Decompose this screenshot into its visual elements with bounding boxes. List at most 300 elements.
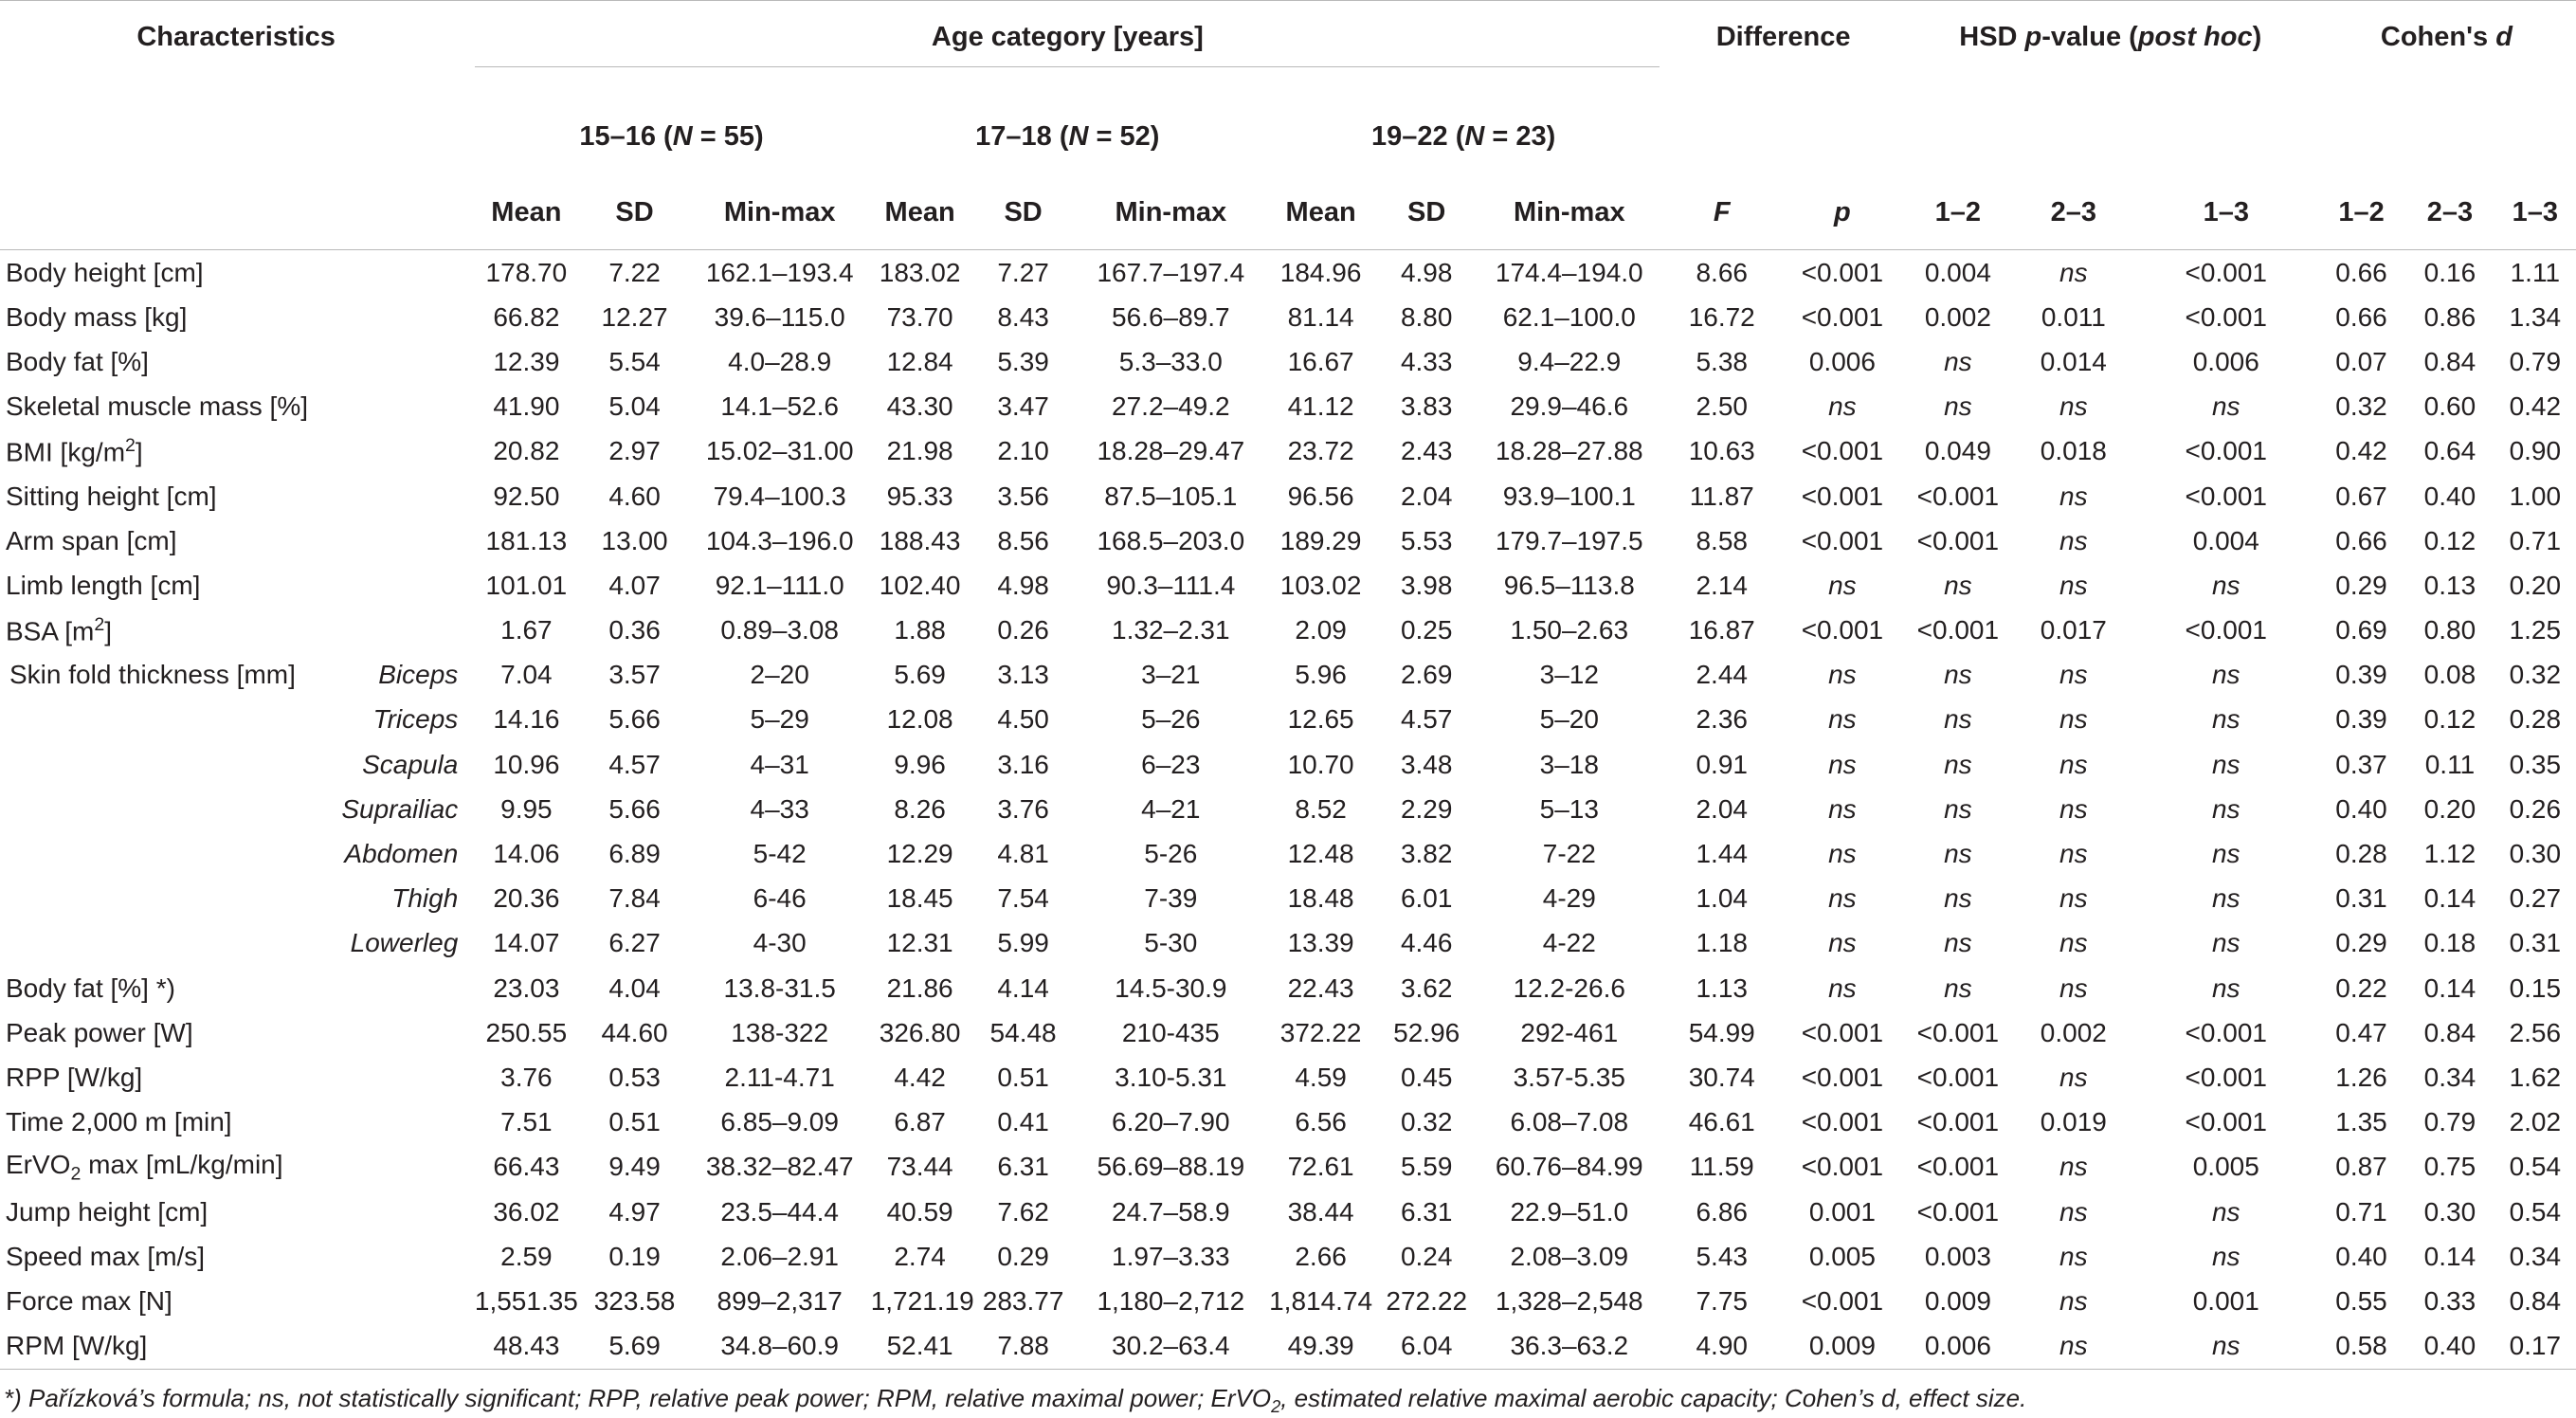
- table-cell: 21.86: [886, 973, 953, 1003]
- table-cell: 0.006: [2192, 346, 2259, 376]
- table-cell: 24.7–58.9: [1112, 1196, 1230, 1227]
- table-cell: 92.50: [493, 481, 560, 511]
- table-cell: 34.8–60.9: [689, 1324, 871, 1370]
- table-cell: 60.76–84.99: [1495, 1152, 1643, 1182]
- header-f: F: [1662, 175, 1781, 250]
- table-cell: ns: [2059, 481, 2088, 511]
- table-cell: ns: [2059, 1152, 2088, 1182]
- table-cell: 15.02–31.00: [705, 436, 854, 466]
- table-cell: 8.26: [894, 793, 946, 824]
- table-cell: 1.35: [2335, 1107, 2387, 1137]
- table-cell: 8.56: [997, 525, 1049, 555]
- table-cell: 14.07: [493, 928, 560, 958]
- table-cell: 54.99: [1688, 1017, 1755, 1047]
- table-cell: 0.12: [2423, 525, 2476, 555]
- table-cell: 5.04: [608, 391, 661, 422]
- row-label-sub: Biceps: [378, 660, 459, 690]
- table-cell: ns: [2211, 749, 2240, 779]
- table-cell: 0.79: [2509, 346, 2562, 376]
- table-cell: 7.75: [1696, 1285, 1748, 1316]
- table-cell: 79.4–100.3: [713, 481, 846, 511]
- table-cell: 0.27: [2509, 883, 2562, 914]
- table-cell: ns: [2059, 704, 2088, 735]
- table-cell: 283.77: [982, 1285, 1064, 1316]
- table-cell: 0.40: [2423, 481, 2476, 511]
- table-cell: 3.98: [1400, 570, 1453, 600]
- table-cell: 1.00: [2509, 481, 2562, 511]
- table-cell: 0.66: [2335, 301, 2387, 332]
- table-cell: ns: [2059, 1285, 2088, 1316]
- table-cell: 12.65: [1287, 704, 1354, 735]
- table-cell: 18.28–29.47: [1097, 436, 1245, 466]
- table-cell: 5–26: [1141, 704, 1201, 735]
- table-cell: 49.39: [1264, 1324, 1377, 1370]
- table-cell: 0.018: [2040, 436, 2107, 466]
- table-cell: 0.71: [2335, 1196, 2387, 1227]
- header-group-1: 15–16 (N = 55): [579, 120, 764, 152]
- table-cell: 3.13: [997, 660, 1049, 690]
- row-label: [0, 921, 472, 966]
- table-cell: <0.001: [2185, 436, 2267, 466]
- table-row: [0, 250, 2576, 296]
- table-cell: 168.5–203.0: [1097, 525, 1245, 555]
- table-cell: 3.57-5.35: [1513, 1062, 1625, 1092]
- table-row: [0, 339, 2576, 384]
- table-cell: 0.66: [2335, 257, 2387, 287]
- table-cell: 12.31: [886, 928, 953, 958]
- table-cell: 5.69: [580, 1324, 688, 1370]
- footnote: *) Pařízková’s formula; ns, not statistically significant; RPP, relative peak power; RPM, relative maximal power; ErVO$_2$, estimated relative maximal aerobic capacity; Cohen’s d, effect size.: [4, 1384, 2027, 1417]
- table-cell: 0.003: [1924, 1241, 1991, 1271]
- row-label: [0, 742, 472, 787]
- table-cell: 0.002: [2040, 1017, 2107, 1047]
- table-cell: 0.33: [2423, 1285, 2476, 1316]
- row-label: [0, 831, 472, 876]
- table-cell: ns: [2059, 660, 2088, 690]
- table-cell: 1.34: [2509, 301, 2562, 332]
- table-cell: 0.47: [2335, 1017, 2387, 1047]
- table-cell: ns: [1944, 660, 1972, 690]
- table-cell: 210-435: [1121, 1017, 1220, 1047]
- table-cell: 16.87: [1688, 615, 1755, 645]
- table-cell: 2.04: [1696, 793, 1748, 824]
- table-cell: ns: [2059, 793, 2088, 824]
- table-cell: 48.43: [472, 1324, 580, 1370]
- header-sd-2: SD: [970, 175, 1078, 250]
- table-cell: 14.16: [493, 704, 560, 735]
- table-cell: 0.40: [2335, 793, 2387, 824]
- table-cell: 8.58: [1696, 525, 1748, 555]
- table-cell: 4-30: [753, 928, 807, 958]
- row-label: Sitting height [cm]: [6, 481, 217, 511]
- table-cell: 0.53: [608, 1062, 661, 1092]
- table-cell: 0.049: [1924, 436, 1991, 466]
- table-cell: 2.02: [2509, 1107, 2562, 1137]
- table-cell: 8.43: [997, 301, 1049, 332]
- table-cell: 6.08–7.08: [1510, 1107, 1629, 1137]
- header-group-3: 19–22 (N = 23): [1371, 120, 1556, 152]
- table-body: [0, 250, 2576, 1370]
- table-cell: ns: [2211, 1196, 2240, 1227]
- table-cell: 14.1–52.6: [720, 391, 839, 422]
- table-cell: ns: [2211, 928, 2240, 958]
- table-cell: ns: [2211, 883, 2240, 914]
- row-label-sub: Scapula: [362, 749, 459, 779]
- row-label-main: Skin fold thickness [mm]: [9, 660, 296, 690]
- row-label: BSA $[m^2]$: [6, 613, 113, 646]
- table-cell: ns: [1944, 704, 1972, 735]
- table-cell: 1.13: [1696, 973, 1748, 1003]
- table-cell: 0.13: [2423, 570, 2476, 600]
- table-cell: 2.74: [894, 1241, 946, 1271]
- table-cell: ns: [2012, 1324, 2135, 1370]
- table-cell: 0.28: [2509, 704, 2562, 735]
- table-cell: 1,551.35: [474, 1285, 578, 1316]
- table-cell: 5–29: [750, 704, 809, 735]
- table-cell: 250.55: [485, 1017, 568, 1047]
- table-cell: 6.31: [1400, 1196, 1453, 1227]
- row-label: Limb length [cm]: [6, 570, 201, 600]
- table-cell: 3.76: [997, 793, 1049, 824]
- table-cell: 1.25: [2509, 615, 2562, 645]
- row-label-sub: Thigh: [391, 883, 459, 914]
- table-row: [0, 295, 2576, 339]
- table-cell: 6.85–9.09: [720, 1107, 839, 1137]
- table-cell: 3.16: [997, 749, 1049, 779]
- table-cell: 0.28: [2335, 839, 2387, 869]
- table-cell: ns: [2059, 1062, 2088, 1092]
- table-cell: 36.02: [493, 1196, 560, 1227]
- table-cell: ns: [2211, 839, 2240, 869]
- table-cell: 0.40: [2335, 1241, 2387, 1271]
- table-cell: 10.70: [1287, 749, 1354, 779]
- table-cell: 272.22: [1386, 1285, 1468, 1316]
- table-cell: 5.43: [1696, 1241, 1748, 1271]
- table-cell: 0.58: [2317, 1324, 2405, 1370]
- table-cell: 0.54: [2509, 1196, 2562, 1227]
- table-cell: 22.9–51.0: [1510, 1196, 1629, 1227]
- table-cell: 14.5-30.9: [1115, 973, 1227, 1003]
- table-cell: ns: [2211, 1241, 2240, 1271]
- table-cell: 2.10: [997, 436, 1049, 466]
- table-cell: <0.001: [1916, 1196, 2000, 1227]
- table-cell: 93.9–100.1: [1502, 481, 1636, 511]
- header-hsd-13: 1–3: [2135, 175, 2317, 250]
- table-cell: 6-46: [753, 883, 807, 914]
- table-cell: <0.001: [2185, 1017, 2267, 1047]
- table-row: [0, 1234, 2576, 1279]
- table-cell: 46.61: [1688, 1107, 1755, 1137]
- table-cell: 0.34: [2423, 1062, 2476, 1092]
- table-cell: 0.90: [2509, 436, 2562, 466]
- table-cell: 5.96: [1295, 660, 1347, 690]
- table-cell: 4.04: [608, 973, 661, 1003]
- table-cell: 54.48: [989, 1017, 1057, 1047]
- table-cell: 7.84: [608, 883, 661, 914]
- table-cell: 5.53: [1400, 525, 1453, 555]
- table-cell: 3.83: [1400, 391, 1453, 422]
- table-cell: 39.6–115.0: [714, 301, 845, 332]
- table-cell: 0.60: [2423, 391, 2476, 422]
- table-cell: 18.45: [886, 883, 953, 914]
- table-cell: 7.04: [500, 660, 553, 690]
- table-cell: 21.98: [886, 436, 953, 466]
- row-label-sub: Abdomen: [344, 839, 459, 869]
- table-cell: 103.02: [1279, 570, 1362, 600]
- table-cell: 0.12: [2423, 704, 2476, 735]
- group-divider: [475, 66, 1660, 67]
- table-cell: 12.27: [601, 301, 668, 332]
- header-characteristics: Characteristics: [0, 1, 472, 176]
- table-cell: <0.001: [1916, 481, 2000, 511]
- table-row: [0, 877, 2576, 921]
- table-cell: 0.37: [2335, 749, 2387, 779]
- table-cell: 4.0–28.9: [728, 346, 832, 376]
- table-cell: 9.49: [608, 1152, 661, 1182]
- table-cell: 0.39: [2335, 660, 2387, 690]
- table-row: [0, 385, 2576, 429]
- table-cell: 4.98: [997, 570, 1049, 600]
- table-cell: 9.95: [500, 793, 553, 824]
- table-cell: ns: [1944, 883, 1972, 914]
- table-cell: 87.5–105.1: [1104, 481, 1238, 511]
- table-cell: 6.87: [894, 1107, 946, 1137]
- table-cell: ns: [1828, 883, 1857, 914]
- table-cell: 0.24: [1400, 1241, 1453, 1271]
- row-label: Jump height [cm]: [6, 1196, 209, 1227]
- table-cell: 0.004: [1924, 257, 1991, 287]
- row-label: [0, 877, 472, 921]
- table-cell: 4.98: [1400, 257, 1453, 287]
- table-cell: 0.29: [997, 1241, 1049, 1271]
- table-cell: 0.87: [2335, 1152, 2387, 1182]
- table-cell: ns: [1944, 928, 1972, 958]
- table-cell: 73.70: [886, 301, 953, 332]
- table-cell: 27.2–49.2: [1112, 391, 1230, 422]
- table-cell: 0.006: [1904, 1324, 2012, 1370]
- table-cell: 181.13: [485, 525, 568, 555]
- table-cell: 0.15: [2509, 973, 2562, 1003]
- table-cell: ns: [1828, 749, 1857, 779]
- table-cell: ns: [1828, 391, 1857, 422]
- table-cell: 6.31: [997, 1152, 1049, 1182]
- row-label: Skeletal muscle mass [%]: [6, 391, 308, 422]
- table-cell: 3.62: [1400, 973, 1453, 1003]
- table-cell: 3.10-5.31: [1115, 1062, 1227, 1092]
- table-cell: 184.96: [1279, 257, 1362, 287]
- row-label: Body fat [%] *): [6, 973, 175, 1003]
- table-cell: 5-30: [1144, 928, 1198, 958]
- table-cell: 72.61: [1287, 1152, 1354, 1182]
- table-cell: 22.43: [1287, 973, 1354, 1003]
- table-cell: <0.001: [1916, 1017, 2000, 1047]
- table-cell: 323.58: [593, 1285, 676, 1316]
- table-cell: 52.96: [1393, 1017, 1460, 1047]
- table-cell: 6.56: [1295, 1107, 1347, 1137]
- table-cell: 183.02: [879, 257, 961, 287]
- table-cell: 4.60: [608, 481, 661, 511]
- table-cell: 5-26: [1144, 839, 1198, 869]
- table-cell: 372.22: [1279, 1017, 1362, 1047]
- table-cell: 1,721.19: [870, 1285, 974, 1316]
- table-cell: 1.62: [2509, 1062, 2562, 1092]
- table-cell: 174.4–194.0: [1495, 257, 1643, 287]
- row-label: Peak power [W]: [6, 1017, 193, 1047]
- table-cell: 9.96: [894, 749, 946, 779]
- table-cell: 0.07: [2335, 346, 2387, 376]
- table-cell: 3.82: [1400, 839, 1453, 869]
- table-cell: 0.019: [2040, 1107, 2107, 1137]
- header-difference: Difference: [1662, 1, 1903, 99]
- table-cell: 0.11: [2424, 749, 2476, 779]
- table-cell: <0.001: [1801, 1107, 1884, 1137]
- table-cell: 7.88: [970, 1324, 1078, 1370]
- table-cell: 2.29: [1400, 793, 1453, 824]
- table-cell: 0.45: [1400, 1062, 1453, 1092]
- table-cell: 0.32: [2335, 391, 2387, 422]
- header-sd-3: SD: [1377, 175, 1476, 250]
- table-cell: 0.20: [2423, 793, 2476, 824]
- table-cell: 0.67: [2335, 481, 2387, 511]
- table-cell: 2.56: [2509, 1017, 2562, 1047]
- table-cell: ns: [2059, 883, 2088, 914]
- table-cell: 62.1–100.0: [1502, 301, 1636, 332]
- table-cell: 2.36: [1696, 704, 1748, 735]
- table-cell: 3.56: [997, 481, 1049, 511]
- table-cell: 1.44: [1696, 839, 1748, 869]
- table-cell: <0.001: [1801, 525, 1884, 555]
- row-label: Force max [N]: [6, 1285, 172, 1316]
- table-cell: 4.50: [997, 704, 1049, 735]
- table-cell: 0.64: [2423, 436, 2476, 466]
- table-cell: 4.42: [894, 1062, 946, 1092]
- table-cell: 899–2,317: [717, 1285, 843, 1316]
- table-cell: <0.001: [2185, 1107, 2267, 1137]
- table-cell: 4.57: [608, 749, 661, 779]
- table-cell: 0.20: [2509, 570, 2562, 600]
- row-label: Arm span [cm]: [6, 525, 177, 555]
- table-cell: 5.69: [894, 660, 946, 690]
- table-cell: 2.04: [1400, 481, 1453, 511]
- table-cell: 1.97–3.33: [1112, 1241, 1230, 1271]
- row-label: [0, 787, 472, 831]
- table-cell: 5.59: [1400, 1152, 1453, 1182]
- table-cell: 7.22: [608, 257, 661, 287]
- table-cell: 0.006: [1808, 346, 1876, 376]
- table-cell: <0.001: [2185, 257, 2267, 287]
- table-row: [0, 742, 2576, 787]
- table-cell: 56.6–89.7: [1112, 301, 1230, 332]
- table-cell: 0.16: [2423, 257, 2476, 287]
- table-cell: ns: [2059, 973, 2088, 1003]
- table-cell: 8.52: [1295, 793, 1347, 824]
- table-cell: ns: [2211, 660, 2240, 690]
- table-cell: 2.43: [1400, 436, 1453, 466]
- table-cell: 0.32: [1400, 1107, 1453, 1137]
- table-cell: ns: [2059, 839, 2088, 869]
- table-cell: 4.46: [1400, 928, 1453, 958]
- table-cell: 0.22: [2335, 973, 2387, 1003]
- table-cell: 0.42: [2509, 391, 2562, 422]
- table-cell: 41.12: [1287, 391, 1354, 422]
- table-row: [0, 1324, 2576, 1370]
- table-cell: 66.82: [493, 301, 560, 332]
- table-cell: 6–23: [1141, 749, 1201, 779]
- table-cell: 6.04: [1377, 1324, 1476, 1370]
- table-row: [0, 921, 2576, 966]
- table-cell: <0.001: [1916, 1152, 2000, 1182]
- header-group-2: 17–18 (N = 52): [975, 120, 1160, 152]
- table-cell: 10.96: [493, 749, 560, 779]
- row-label: BMI $[kg/m^2]$: [6, 435, 143, 467]
- table-cell: 178.70: [485, 257, 568, 287]
- table-cell: 0.14: [2423, 883, 2476, 914]
- table-cell: 38.32–82.47: [705, 1152, 854, 1182]
- table-cell: 2.06–2.91: [720, 1241, 839, 1271]
- table-cell: 3–21: [1141, 660, 1201, 690]
- table-cell: 2.50: [1696, 391, 1748, 422]
- table-cell: ns: [1828, 793, 1857, 824]
- table-cell: ns: [2059, 257, 2088, 287]
- table-cell: 29.9–46.6: [1510, 391, 1629, 422]
- row-label: [0, 653, 472, 698]
- table-cell: 44.60: [601, 1017, 668, 1047]
- table-cell: ns: [2211, 704, 2240, 735]
- table-cell: 43.30: [886, 391, 953, 422]
- header-d-12: 1–2: [2317, 175, 2405, 250]
- table-cell: <0.001: [2185, 615, 2267, 645]
- table-cell: 2.97: [608, 436, 661, 466]
- table-cell: 0.84: [2509, 1285, 2562, 1316]
- table-cell: 38.44: [1287, 1196, 1354, 1227]
- table-cell: 188.43: [879, 525, 961, 555]
- table-cell: 7.62: [997, 1196, 1049, 1227]
- table-cell: 4.07: [608, 570, 661, 600]
- table-cell: 326.80: [879, 1017, 961, 1047]
- table-row: [0, 563, 2576, 608]
- table-cell: 0.014: [2040, 346, 2107, 376]
- table-cell: 3.76: [500, 1062, 553, 1092]
- table-cell: 13.00: [601, 525, 668, 555]
- header-mean-2: Mean: [871, 175, 970, 250]
- table-cell: ns: [1828, 570, 1857, 600]
- table-cell: <0.001: [2185, 301, 2267, 332]
- table-cell: 56.69–88.19: [1097, 1152, 1245, 1182]
- table-cell: 5.3–33.0: [1118, 346, 1223, 376]
- table-cell: <0.001: [1801, 615, 1884, 645]
- table-cell: 0.86: [2423, 301, 2476, 332]
- table-cell: 16.72: [1688, 301, 1755, 332]
- table-cell: 52.41: [871, 1324, 970, 1370]
- table-cell: ns: [1828, 839, 1857, 869]
- table-cell: 0.30: [2509, 839, 2562, 869]
- table-cell: ns: [1944, 793, 1972, 824]
- table-cell: 102.40: [879, 570, 961, 600]
- table-cell: 0.011: [2041, 301, 2106, 332]
- table-cell: <0.001: [1801, 436, 1884, 466]
- table-cell: 5.66: [608, 704, 661, 735]
- table-cell: <0.001: [1916, 1062, 2000, 1092]
- table-cell: ns: [2059, 1241, 2088, 1271]
- table-cell: 12.39: [493, 346, 560, 376]
- table-cell: 0.36: [608, 615, 661, 645]
- table-cell: 0.32: [2509, 660, 2562, 690]
- table-cell: ns: [1944, 570, 1972, 600]
- table-cell: 0.26: [997, 615, 1049, 645]
- table-cell: <0.001: [1801, 1017, 1884, 1047]
- table-cell: 5.39: [997, 346, 1049, 376]
- table-cell: 4.57: [1400, 704, 1453, 735]
